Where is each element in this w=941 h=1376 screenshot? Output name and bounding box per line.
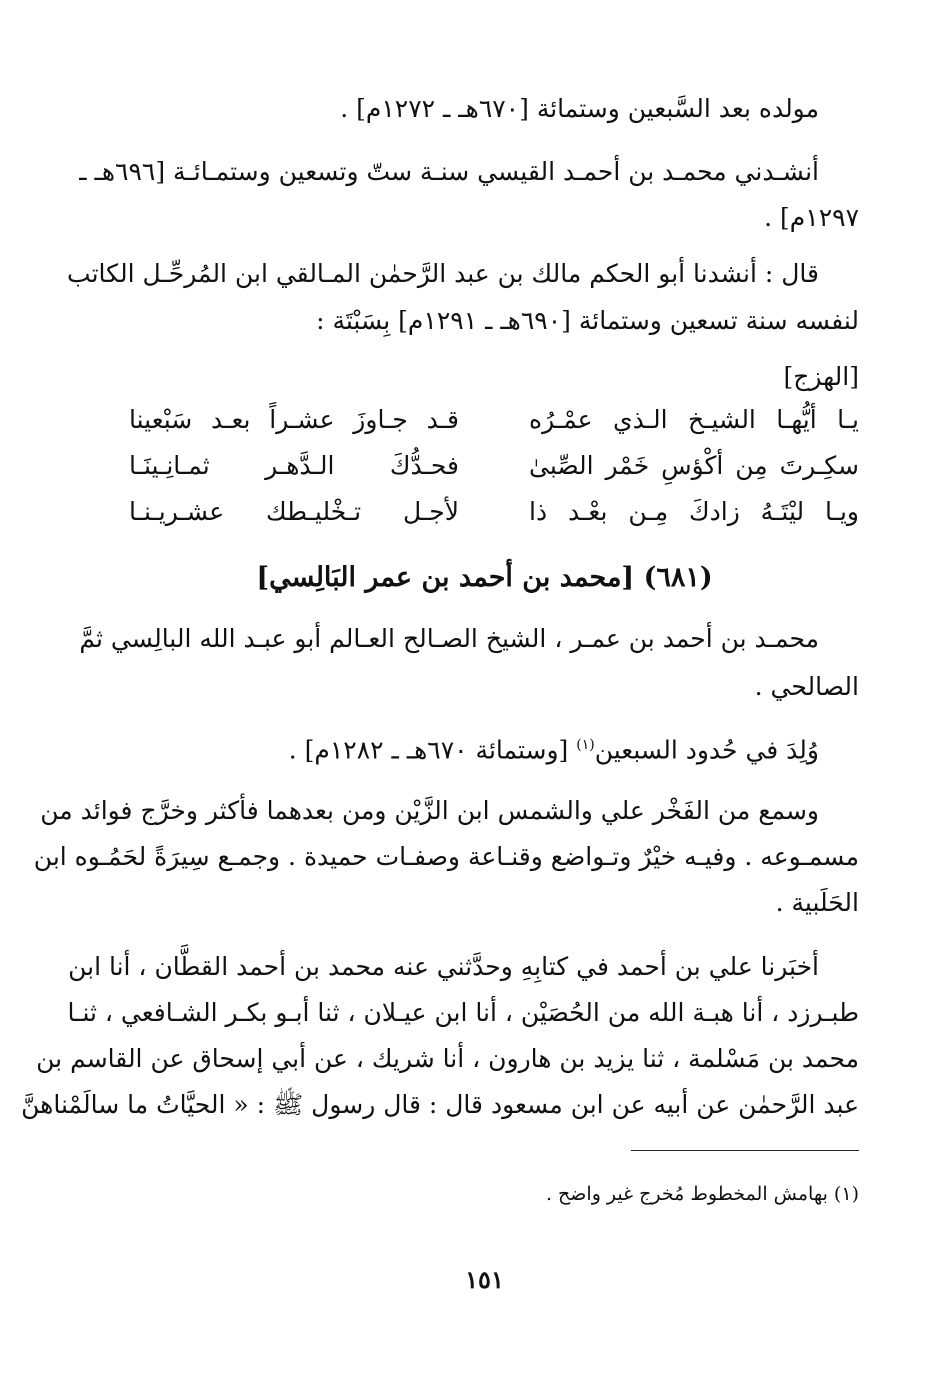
entry-heading: (٦٨١) [محمد بن أحمد بن عمر البَالِسي] [256, 562, 713, 593]
footnote: (١) بهامش المخطوط مُخرج غير واضح . [545, 1183, 859, 1205]
verse-second-hemistich: لأجـل تـخْليـطك عشـريـنـا [129, 497, 459, 526]
poem-verse [110, 492, 859, 532]
text-line: طبـرزد ، أنا هبـة الله من الحُصَيْن ، أنا ابن عيـلان ، ثنا أبـو بكـر الشـافعي ، ثنـا [67, 998, 859, 1027]
text-line: وسمع من الفَخْر علي والشمس ابن الزَّيْن ومن بعدهما فأكثر وخرَّج فوائد من [40, 796, 819, 825]
footnote-divider [631, 1150, 859, 1151]
text-line: عبد الرَّحمٰن عن أبيه عن ابن مسعود قال : قال رسول ﷺ : « الحيَّاتُ ما سالَمْناهنَّ [21, 1090, 859, 1119]
text-line: محمـد بن أحمد بن عمـر ، الشيخ الصـالح العـالم أبو عبـد الله البالِسي ثمَّ [79, 624, 819, 653]
verse-first-hemistich: سكِـرتَ مِن أكْؤسِ خَمْر الصِّبىٰ [529, 451, 859, 480]
verse-second-hemistich: قـد جـاوزَ عشـراً بعـد سَبْعينا [129, 405, 459, 434]
text-line: مولده بعد السَّبعين وستمائة [٦٧٠هـ ـ ١٢٧٢م] . [340, 94, 819, 123]
poem-meter-label: [الهزج] [783, 362, 859, 391]
text-line: أنشـدني محمـد بن أحمـد القيسي سنـة ستّ وتسعين وستمـائـة [٦٩٦هـ ـ [79, 157, 819, 186]
text-line: الصالحي . [754, 672, 859, 701]
text-line: لنفسه سنة تسعين وستمائة [٦٩٠هـ ـ ١٢٩١م] بِسَبْتَة : [316, 306, 859, 335]
birth-text: وُلِدَ في حُدود السبعين [594, 735, 819, 765]
poem-verse [110, 400, 859, 440]
text-line: مسمـوعه . وفيـه خيْرٌ وتـواضع وقنـاعة وصفـات حميدة . وجمـع سِيرَةً لحَمُـوه ابن [33, 842, 859, 871]
birth-date: [وستمائة ٦٧٠هـ ـ ١٢٨٢م] . [288, 735, 577, 765]
page-number: ١٥١ [465, 1265, 504, 1294]
verse-first-hemistich: ويـا ليْتَـهُ زادكَ مِـن بعْـد ذا [529, 497, 859, 526]
footnote-marker: (١) [576, 737, 595, 753]
text-line: أخبَرنا علي بن أحمد في كتابِهِ وحدَّثني عنه محمد بن أحمد القطَّان ، أنا ابن [68, 952, 819, 981]
text-line: قال : أنشدنا أبو الحكم مالك بن عبد الرَّحمٰن المـالقي ابن المُرحِّـل الكاتب [67, 259, 819, 288]
verse-second-hemistich: فحـدُّكَ الـدَّهـر ثمـانِـينَـا [129, 451, 459, 480]
text-line: ١٢٩٧م] . [764, 203, 859, 232]
text-line: الحَلَبية . [775, 888, 859, 917]
verse-first-hemistich: يـا أيُّهـا الشيـخ الـذي عمْـرُه [529, 405, 859, 434]
book-page [21, 0, 859, 1376]
poem-verse [110, 446, 859, 486]
birth-line [110, 728, 859, 767]
text-line: محمد بن مَسْلمة ، ثنا يزيد بن هارون ، أنا شريك ، عن أبي إسحاق عن القاسم بن [36, 1044, 859, 1073]
